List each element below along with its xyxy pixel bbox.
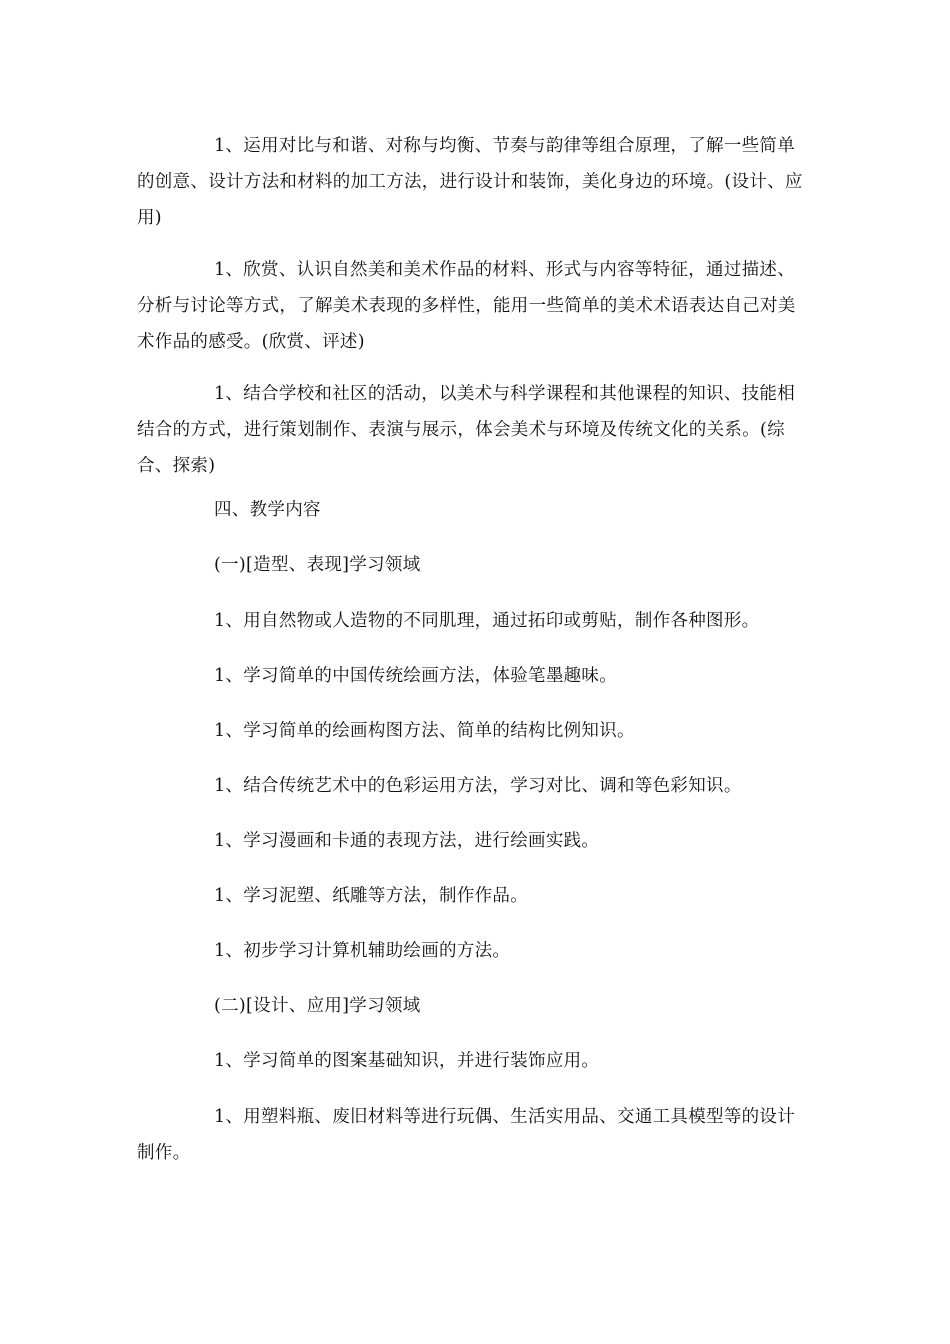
list-item: 1、学习简单的绘画构图方法、简单的结构比例知识。 bbox=[214, 721, 635, 741]
list-item: 1、用塑料瓶、废旧材料等进行玩偶、生活实用品、交通工具模型等的设计制作。 bbox=[137, 1107, 796, 1163]
paragraph-design-application-goal: 1、运用对比与和谐、对称与均衡、节奏与韵律等组合原理，了解一些简单的创意、设计方法和材料的加工方法，进行设计和装饰，美化身边的环境。(设计、应用) bbox=[137, 136, 803, 228]
list-item: 1、初步学习计算机辅助绘画的方法。 bbox=[214, 941, 511, 961]
section-heading-teaching-content: 四、教学内容 bbox=[214, 500, 321, 520]
list-item: 1、学习简单的中国传统绘画方法，体验笔墨趣味。 bbox=[214, 666, 618, 686]
subsection-heading-modeling-expression: (一)[造型、表现]学习领域 bbox=[214, 555, 421, 575]
list-item: 1、学习简单的图案基础知识，并进行装饰应用。 bbox=[214, 1051, 600, 1071]
list-item: 1、学习漫画和卡通的表现方法，进行绘画实践。 bbox=[214, 831, 600, 851]
list-item: 1、结合传统艺术中的色彩运用方法，学习对比、调和等色彩知识。 bbox=[214, 776, 742, 796]
paragraph-appreciation-goal: 1、欣赏、认识自然美和美术作品的材料、形式与内容等特征，通过描述、分析与讨论等方式，了解美术表现的多样性，能用一些简单的美术术语表达自己对美术作品的感受。(欣赏、评述) bbox=[137, 260, 796, 352]
subsection-heading-design-application: (二)[设计、应用]学习领域 bbox=[214, 996, 421, 1016]
list-item: 1、学习泥塑、纸雕等方法，制作作品。 bbox=[214, 886, 529, 906]
list-item: 1、用自然物或人造物的不同肌理，通过拓印或剪贴，制作各种图形。 bbox=[214, 611, 760, 631]
paragraph-synthesis-goal: 1、结合学校和社区的活动，以美术与科学课程和其他课程的知识、技能相结合的方式，进行策划制作、表演与展示，体会美术与环境及传统文化的关系。(综合、探索) bbox=[137, 384, 796, 476]
